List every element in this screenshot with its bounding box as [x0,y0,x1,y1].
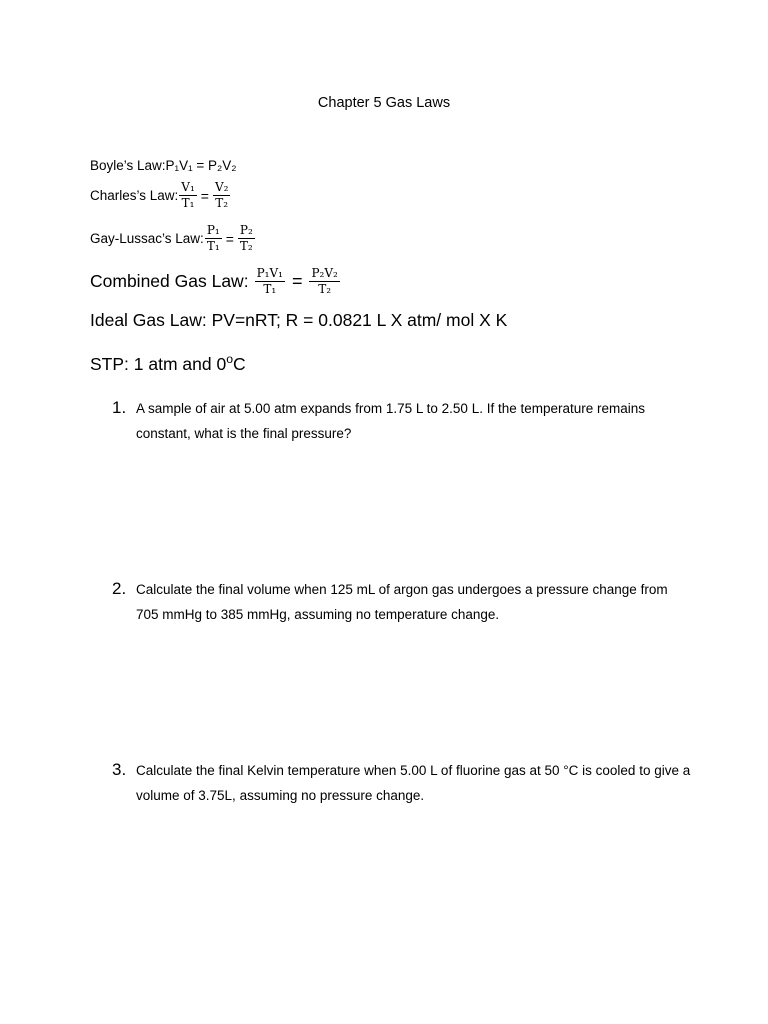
gay-lussac-law [90,224,256,253]
combined-gas-law-label: Combined Gas Law: [90,271,249,291]
combined-left-fraction [255,267,285,296]
stp-degree-superscript: o [226,352,234,366]
gay-lussac-left-denominator: T₁ [206,239,220,253]
charles-right-fraction [213,181,230,210]
gay-lussac-law-label: Gay-Lussac’s Law: [90,231,204,246]
charles-left-fraction [179,181,196,210]
combined-right-fraction [309,267,339,296]
stp-prefix: STP: 1 atm and 0 [90,353,227,374]
question-number: 2. [112,579,127,598]
charles-left-numerator: V₁ [181,180,195,194]
ideal-gas-law: Ideal Gas Law: PV=nRT; R = 0.0821 L X atm/ mol X K [90,310,508,330]
charles-equals: = [200,187,209,204]
combined-gas-law [90,267,341,296]
charles-law [90,181,231,210]
question-number: 3. [112,760,127,779]
gay-lussac-right-denominator: T₂ [239,239,253,253]
question-text: Calculate the final volume when 125 mL of argon gas undergoes a pressure change from 705 mmHg to 385 mmHg, assuming no temperature change. [136,582,668,622]
gay-lussac-right-fraction [238,224,255,253]
stp-line [90,352,246,375]
gay-lussac-left-numerator: P₁ [206,223,220,237]
gay-lussac-right-numerator: P₂ [239,223,253,237]
charles-right-numerator: V₂ [214,180,229,194]
combined-left-denominator: T₁ [263,282,277,296]
question-number: 1. [112,398,127,417]
charles-law-label: Charles’s Law: [90,188,179,203]
question-text: A sample of air at 5.00 atm expands from 1.75 L to 2.50 L. If the temperature remains constant, what is the final pressure? [136,401,646,441]
charles-left-denominator: T₁ [181,196,195,210]
combined-equals: = [291,271,303,291]
question-text: Calculate the final Kelvin temperature when 5.00 L of fluorine gas at 50 °C is cooled to give a volume of 3.75L, assuming no pressure change. [136,763,691,803]
gay-lussac-left-fraction [205,224,222,253]
page-title: Chapter 5 Gas Laws [317,95,451,111]
boyles-law [90,158,237,173]
gay-lussac-equals: = [225,230,234,247]
combined-right-denominator: T₂ [318,282,332,296]
stp-suffix: C [233,353,246,374]
boyles-law-label: Boyle’s Law: [90,158,166,173]
question-2 [112,577,692,627]
question-3 [112,758,692,808]
boyles-law-equation: P₁V₁ = P₂V₂ [165,158,237,173]
question-1 [112,396,692,446]
charles-right-denominator: T₂ [215,196,229,210]
combined-right-numerator: P₂V₂ [311,266,338,280]
combined-left-numerator: P₁V₁ [256,266,283,280]
